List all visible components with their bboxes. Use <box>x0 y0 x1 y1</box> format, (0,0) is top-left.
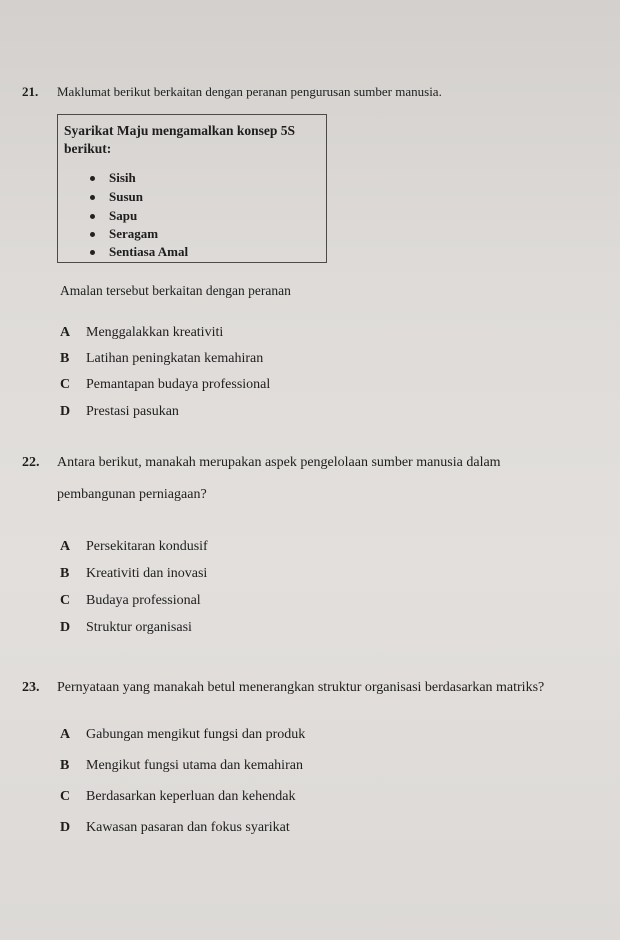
info-box-item: Seragam <box>90 226 158 242</box>
question-23-option-c[interactable]: C Berdasarkan keperluan dan kehendak <box>60 789 296 804</box>
bullet-icon <box>90 195 95 200</box>
question-23-stem: Pernyataan yang manakah betul menerangkan struktur organisasi berdasarkan matriks? <box>57 680 545 695</box>
question-21-option-c[interactable]: C Pemantapan budaya professional <box>60 377 271 392</box>
question-21-prompt: Amalan tersebut berkaitan dengan peranan <box>60 283 291 298</box>
bullet-icon <box>90 232 95 237</box>
question-23-option-a[interactable]: A Gabungan mengikut fungsi dan produk <box>60 727 306 742</box>
question-21-number: 21. <box>22 84 39 99</box>
question-21-stem: Maklumat berikut berkaitan dengan peranan pengurusan sumber manusia. <box>57 84 442 99</box>
bullet-icon <box>90 176 95 181</box>
question-23-number: 23. <box>22 680 40 695</box>
info-box-item: Sapu <box>90 208 137 224</box>
question-21-option-a[interactable]: A Menggalakkan kreativiti <box>60 325 224 340</box>
question-22-option-b[interactable]: B Kreativiti dan inovasi <box>60 566 208 581</box>
question-21-info-box <box>57 114 327 263</box>
info-box-item: Susun <box>90 189 143 205</box>
info-box-title: Syarikat Maju mengamalkan konsep 5S berikut: <box>64 123 296 156</box>
question-23-option-d[interactable]: D Kawasan pasaran dan fokus syarikat <box>60 820 290 835</box>
info-box-item: Sentiasa Amal <box>90 244 188 260</box>
bullet-icon <box>90 214 95 219</box>
info-box-item: Sisih <box>90 170 136 186</box>
bullet-icon <box>90 250 95 255</box>
question-22-number: 22. <box>22 455 40 470</box>
question-22-stem-line-1: Antara berikut, manakah merupakan aspek pengelolaan sumber manusia dalam <box>57 455 501 470</box>
question-22-option-a[interactable]: A Persekitaran kondusif <box>60 539 208 554</box>
question-21-option-b[interactable]: B Latihan peningkatan kemahiran <box>60 351 264 366</box>
question-22-option-c[interactable]: C Budaya professional <box>60 593 201 608</box>
question-21-option-d[interactable]: D Prestasi pasukan <box>60 404 179 419</box>
question-22-option-d[interactable]: D Struktur organisasi <box>60 620 192 635</box>
question-23-option-b[interactable]: B Mengikut fungsi utama dan kemahiran <box>60 758 303 773</box>
question-22-stem-line-2: pembangunan perniagaan? <box>57 487 207 502</box>
